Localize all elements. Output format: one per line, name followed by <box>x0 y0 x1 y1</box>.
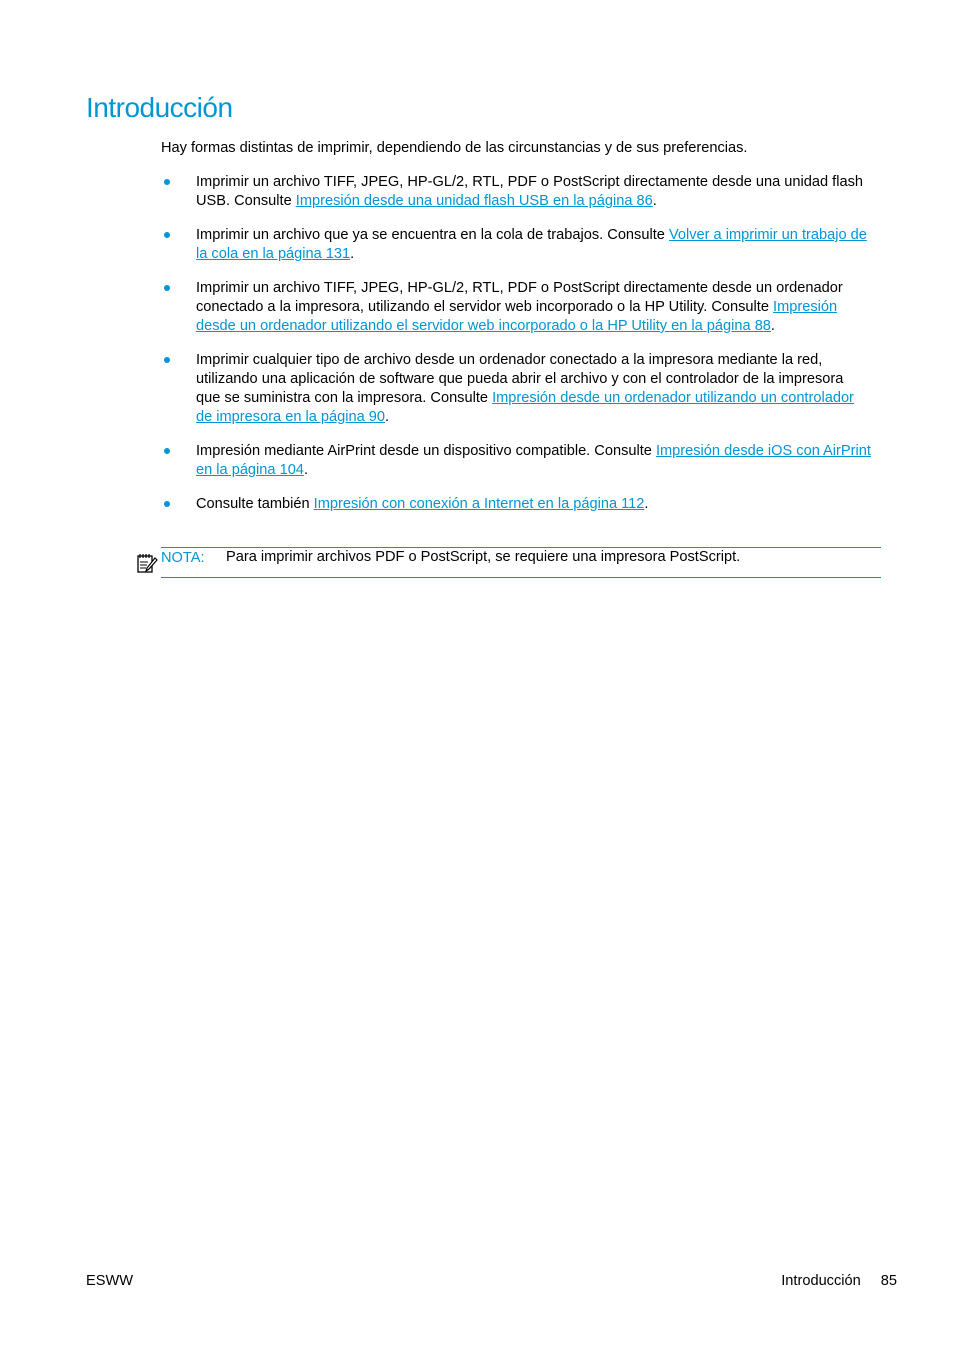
link-airprint[interactable]: Impresión desde iOS con AirPrint en la página 104 <box>196 443 871 478</box>
bullet-icon <box>164 501 170 507</box>
link-usb-printing[interactable]: Impresión desde una unidad flash USB en la página 86 <box>295 193 653 209</box>
link-driver-printing[interactable]: Impresión desde un ordenador utilizando un controlador de impresora en la página 90 <box>196 390 854 425</box>
list-item-end: . <box>385 409 390 425</box>
list-item-text: Consulte también <box>196 496 314 512</box>
note-pad-icon <box>136 552 158 574</box>
list-item-end: . <box>652 193 657 209</box>
bullet-icon <box>164 285 170 291</box>
list-item <box>161 226 871 264</box>
list-item-text: Imprimir un archivo TIFF, JPEG, HP-GL/2, RTL, PDF o PostScript directamente desde una unidad flash USB. Consulte <box>196 174 863 209</box>
bullet-icon <box>164 179 170 185</box>
list-item-text: Imprimir un archivo que ya se encuentra en la cola de trabajos. Consulte <box>196 227 669 243</box>
bullet-list <box>161 173 871 529</box>
list-item-end: . <box>350 246 355 262</box>
link-web-server-printing[interactable]: Impresión desde un ordenador utilizando el servidor web incorporado o la HP Utility en la página 88 <box>196 299 838 334</box>
footer-section-title: Introducción <box>781 1273 861 1289</box>
list-item-end: . <box>303 462 308 478</box>
footer-right <box>781 1272 897 1291</box>
list-item-end: . <box>644 496 649 512</box>
note-divider-bottom <box>161 577 881 578</box>
list-item <box>161 173 871 211</box>
link-internet-printing[interactable]: Impresión con conexión a Internet en la página 112 <box>313 496 645 512</box>
page-number: 85 <box>880 1273 897 1289</box>
list-item-end: . <box>770 318 775 334</box>
bullet-icon <box>164 232 170 238</box>
list-item <box>161 351 871 427</box>
list-item-text: Impresión mediante AirPrint desde un dispositivo compatible. Consulte <box>196 443 656 459</box>
list-item-text: Imprimir cualquier tipo de archivo desde un ordenador conectado a la impresora mediante la red, utilizando una aplicación de software que pueda abrir el archivo y con el controlador de la impresora que se suministra con la impresora. Consulte <box>196 352 844 406</box>
note-text: Para imprimir archivos PDF o PostScript, se requiere una impresora PostScript. <box>226 549 741 565</box>
bullet-icon <box>164 357 170 363</box>
list-item-text: Imprimir un archivo TIFF, JPEG, HP-GL/2, RTL, PDF o PostScript directamente desde un ordenador conectado a la impresora, utilizando el servidor web incorporado o la HP Utility. Consulte <box>196 280 843 315</box>
note-label: NOTA: <box>161 550 205 566</box>
intro-paragraph: Hay formas distintas de imprimir, dependiendo de las circunstancias y de sus preferencias. <box>161 140 748 156</box>
list-item <box>161 495 871 514</box>
link-reprint-queue[interactable]: Volver a imprimir un trabajo de la cola en la página 131 <box>196 227 867 262</box>
bullet-icon <box>164 448 170 454</box>
page-title: Introducción <box>86 92 233 123</box>
footer-left-label: ESWW <box>86 1273 134 1289</box>
list-item <box>161 442 871 480</box>
note-box <box>136 547 881 578</box>
list-item <box>161 279 871 336</box>
